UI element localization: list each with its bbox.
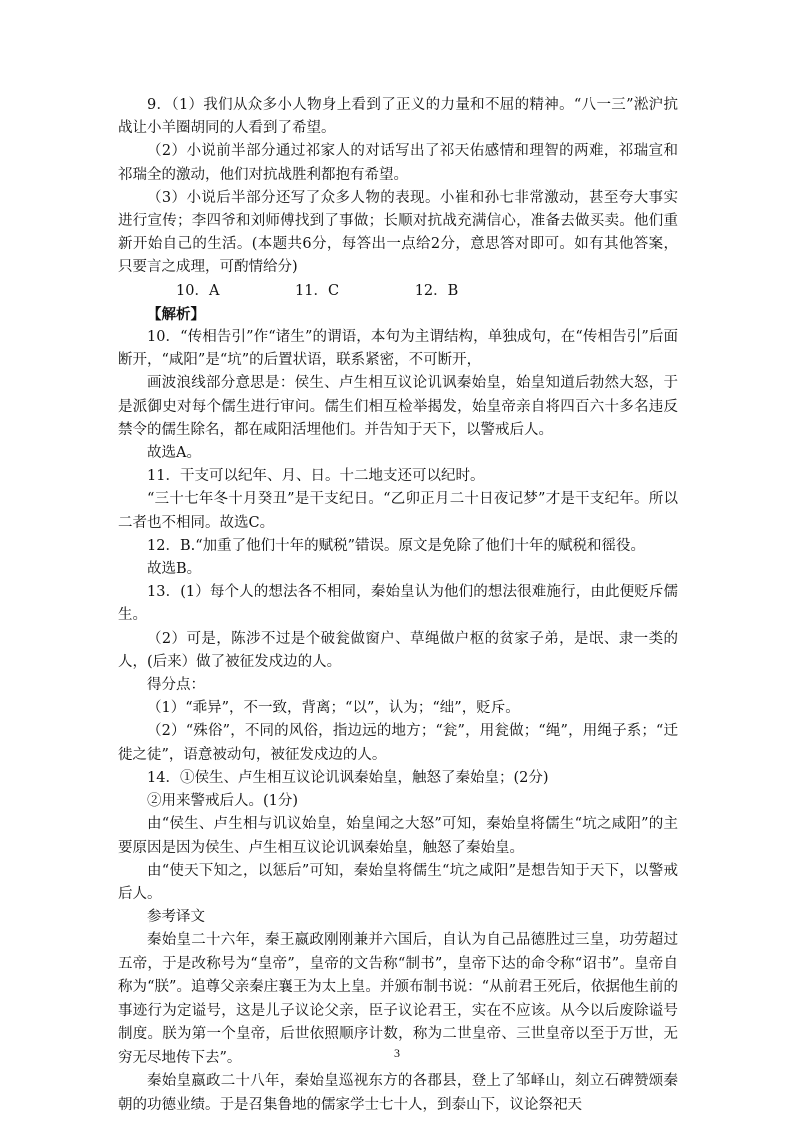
translation-paragraph-1: 秦始皇二十六年，秦王嬴政刚刚兼并六国后，自认为自己品德胜过三皇，功劳超过五帝，于是改称号为“皇帝”，皇帝的文告称“制书”，皇帝下达的命令称“诏书”。皇帝自称为“朕”。追尊父亲秦庄襄王为太上皇。并颁布制书说：“从前君王死后，依据他生前的事迹行为定谥号，这是儿子议论父亲，臣子议论君王，实在不应该。从今以后废除谥号制度。朕为第一个皇帝，后世依照顺序计数，称为二世皇帝、三世皇帝以至于万世，无穷无尽地传下去”。 bbox=[118, 932, 678, 1066]
scoring-points-label: 得分点： bbox=[147, 677, 205, 694]
scoring-point-1: （1）“乖异”，不一致，背离；“以”，认为；“绌”，贬斥。 bbox=[147, 700, 520, 717]
choice-answers-row bbox=[118, 280, 678, 303]
analysis-12-a: 12．B.“加重了他们十年的赋税”错误。原文是免除了他们十年的赋税和徭役。 bbox=[147, 537, 646, 554]
analysis-13-1: 13．(1）每个人的想法各不相同，秦始皇认为他们的想法很难施行，由此便贬斥儒生。 bbox=[118, 584, 678, 624]
analysis-12-b: 故选B。 bbox=[147, 561, 202, 578]
analysis-14-d: 由“使天下知之，以惩后”可知，秦始皇将儒生“坑之咸阳”是想告知于天下，以警戒后人。 bbox=[118, 862, 678, 902]
analysis-14-c: 由“侯生、卢生相与讥议始皇，始皇闻之大怒”可知，秦始皇将儒生“坑之咸阳”的主要原因是因为侯生、卢生相互议论讥讽秦始皇，触怒了秦始皇。 bbox=[118, 816, 678, 856]
answer-9-part-1: 9．（1）我们从众多小人物身上看到了正义的力量和不屈的精神。“八一三”淞沪抗战让小羊圈胡同的人看到了希望。 bbox=[118, 97, 678, 137]
analysis-10-c: 故选A。 bbox=[147, 445, 201, 462]
analysis-11-a: 11．干支可以纪年、月、日。十二地支还可以纪时。 bbox=[147, 468, 485, 485]
answer-12: 12．B bbox=[414, 282, 459, 299]
analysis-13-2: （2）可是，陈涉不过是个破瓮做窗户、草绳做户枢的贫家子弟，是氓、隶一类的人，(后来）做了被征发戍边的人。 bbox=[118, 630, 678, 670]
analysis-heading: 【解析】 bbox=[147, 305, 205, 323]
analysis-14-b: ②用来警戒后人。(1分) bbox=[147, 793, 299, 810]
answer-11: 11．C bbox=[295, 282, 340, 299]
answer-9-part-2: （2）小说前半部分通过祁家人的对话写出了祁天佑感情和理智的两难，祁瑞宣和祁瑞全的激动，他们对抗战胜利都抱有希望。 bbox=[118, 143, 678, 183]
page-number: 3 bbox=[394, 1046, 400, 1060]
page-content bbox=[118, 94, 678, 1117]
translation-label: 参考译文 bbox=[147, 909, 205, 926]
answer-10: 10．A bbox=[176, 282, 220, 299]
analysis-11-b: “三十七年冬十月癸丑”是干支纪日。“乙卯正月二十日夜记梦”才是干支纪年。所以二者也不相同。故选C。 bbox=[118, 491, 678, 531]
analysis-10-b: 画波浪线部分意思是：侯生、卢生相互议论讥讽秦始皇，始皇知道后勃然大怒，于是派御史对每个儒生进行审问。儒生们相互检举揭发，始皇帝亲自将四百六十多名违反禁令的儒生除名，都在咸阳活埋他们。并告知于天下，以警戒后人。 bbox=[118, 375, 678, 438]
analysis-10-a: 10．“传相告引”作“诸生”的谓语，本句为主谓结构，单独成句，在“传相告引”后面断开，“咸阳”是“坑”的后置状语，联系紧密，不可断开， bbox=[118, 329, 678, 369]
translation-paragraph-2: 秦始皇嬴政二十八年，秦始皇巡视东方的各郡县，登上了邹峄山，刻立石碑赞颂秦朝的功德业绩。于是召集鲁地的儒家学士七十人，到泰山下，议论祭祀天 bbox=[118, 1073, 678, 1113]
answer-9-part-3: （3）小说后半部分还写了众多人物的表现。小崔和孙七非常激动，甚至夸大事实进行宣传；李四爷和刘师傅找到了事做；长顺对抗战充满信心，准备去做买卖。他们重新开始自己的生活。(本题共6分，每答出一点给2分，意思答对即可。如有其他答案，只要言之成理，可酌情给分) bbox=[118, 189, 678, 276]
scoring-point-2: （2）“殊俗”，不同的风俗，指边远的地方；“瓮”，用瓮做；“绳”，用绳子系；“迁徙之徒”，语意被动句，被征发戍边的人。 bbox=[118, 723, 678, 763]
analysis-14-a: 14．①侯生、卢生相互议论讥讽秦始皇，触怒了秦始皇；(2分) bbox=[147, 769, 549, 786]
